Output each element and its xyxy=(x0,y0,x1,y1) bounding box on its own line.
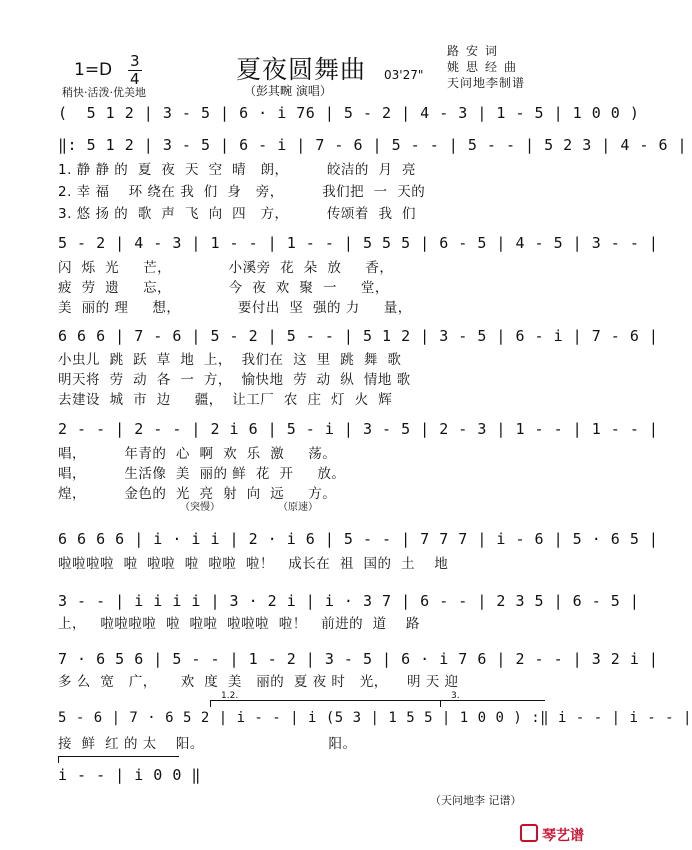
system-3-lyric-verse-2: 明天将 劳 动 各 一 方， 愉快地 劳 动 纵 情地 歌 xyxy=(58,372,411,388)
key-signature: 1=D xyxy=(74,60,113,80)
arranger-credit: 天问地李制谱 xyxy=(447,76,526,90)
logo-icon xyxy=(520,824,538,842)
intro-notes: ( 5 1 2 | 3 - 5 | 6 · i 76 | 5 - 2 | 4 - 3 | 1 - 5 | 1 0 0 ) xyxy=(58,104,640,122)
system-7-notes: 7 · 6 5 6 | 5 - - | 1 - 2 | 3 - 5 | 6 · i 7 6 | 2 - - | 3 2 i | xyxy=(58,650,659,668)
system-4-lyric-verse-1: 唱， 年青的 心 啊 欢 乐 激 荡。 xyxy=(58,446,337,462)
a-tempo-mark: （原速） xyxy=(278,502,318,513)
system-1-lyric-verse-2: 2. 幸 福 环 绕在 我 们 身 旁， 我们把 一 天的 xyxy=(58,184,426,200)
system-1-notes: ‖: 5 1 2 | 3 - 5 | 6 - i | 7 - 6 | 5 - - | 5 - - | 5 2 3 | 4 - 6 | xyxy=(58,136,688,154)
volta-3-label: 3. xyxy=(451,691,460,701)
tempo-marking: 稍快·活泼·优美地 xyxy=(62,86,146,99)
system-2-lyric-verse-2: 疲 劳 遗 忘， 今 夜 欢 聚 一 堂， xyxy=(58,280,389,296)
volta-1-2 xyxy=(210,691,441,707)
system-8-notes: 5 - 6 | 7 · 6 5 2 | i - - | i (5 3 | 1 5 5 | 1 0 0 ) :‖ i - - | i - - | xyxy=(58,710,692,726)
transcriber-credit: （天问地李 记谱） xyxy=(430,794,522,807)
song-title: 夏夜圆舞曲 xyxy=(236,55,367,84)
system-2-notes: 5 - 2 | 4 - 3 | 1 - - | 1 - - | 5 5 5 | 6 - 5 | 4 - 5 | 3 - - | xyxy=(58,234,659,252)
system-1-lyric-verse-3: 3. 悠 扬 的 歌 声 飞 向 四 方， 传颂着 我 们 xyxy=(58,206,417,222)
volta-end xyxy=(58,756,179,763)
meter-numerator: 3 xyxy=(130,52,140,70)
system-1-lyric-verse-1: 1. 静 静 的 夏 夜 天 空 晴 朗， 皎洁的 月 亮 xyxy=(58,162,417,178)
lyricist-credit: 路安词 xyxy=(447,44,505,58)
rit-mark: （突慢） xyxy=(180,502,220,513)
duration: 03'27" xyxy=(384,68,424,82)
system-3-lyric-verse-1: 小虫儿 跳 跃 草 地 上， 我们在 这 里 跳 舞 歌 xyxy=(58,352,402,368)
volta-3 xyxy=(440,691,545,707)
system-2-lyric-verse-1: 闪 烁 光 芒， 小溪旁 花 朵 放 香， xyxy=(58,260,394,276)
system-6-notes: 3 - - | i i i i | 3 · 2 i | i · 3 7 | 6 - - | 2 3 5 | 6 - 5 | xyxy=(58,592,640,610)
system-4-notes: 2 - - | 2 - - | 2 i 6 | 5 - i | 3 - 5 | 2 - 3 | 1 - - | 1 - - | xyxy=(58,420,659,438)
system-3-notes: 6 6 6 | 7 - 6 | 5 - 2 | 5 - - | 5 1 2 | 3 - 5 | 6 - i | 7 - 6 | xyxy=(58,327,659,345)
system-8-lyric: 接 鲜 红 的 太 阳。 阳。 xyxy=(58,736,357,752)
meter-denominator: 4 xyxy=(130,70,140,88)
composer-credit: 姚思经曲 xyxy=(447,60,524,74)
system-4-lyric-verse-3: 煌， 金色的 光 亮 射 向 远 方。 xyxy=(58,486,337,502)
system-5-lyric: 啦啦啦啦 啦 啦啦 啦 啦啦 啦！ 成长在 祖 国的 土 地 xyxy=(58,556,449,572)
singer-credit: （彭其畹 演唱） xyxy=(244,84,332,98)
system-7-lyric: 多 么 宽 广， 欢 度 美 丽的 夏 夜 时 光， 明 天 迎 xyxy=(58,674,459,690)
logo-text: 琴艺谱 xyxy=(542,828,584,844)
system-6-lyric: 上， 啦啦啦啦 啦 啦啦 啦啦啦 啦！ 前进的 道 路 xyxy=(58,616,420,632)
system-2-lyric-verse-3: 美 丽的 理 想， 要付出 坚 强的 力 量， xyxy=(58,300,412,316)
volta-1-2-label: 1.2. xyxy=(221,691,239,701)
system-3-lyric-verse-3: 去建设 城 市 边 疆， 让工厂 农 庄 灯 火 辉 xyxy=(58,392,393,408)
system-5-notes: 6 6 6 6 | i · i i | 2 · i 6 | 5 - - | 7 7 7 | i - 6 | 5 · 6 5 | xyxy=(58,530,659,548)
site-logo[interactable] xyxy=(520,822,596,846)
system-4-lyric-verse-2: 唱， 生活像 美 丽的 鲜 花 开 放。 xyxy=(58,466,346,482)
system-9-notes: i - - | i 0 0 ‖ xyxy=(58,766,201,784)
